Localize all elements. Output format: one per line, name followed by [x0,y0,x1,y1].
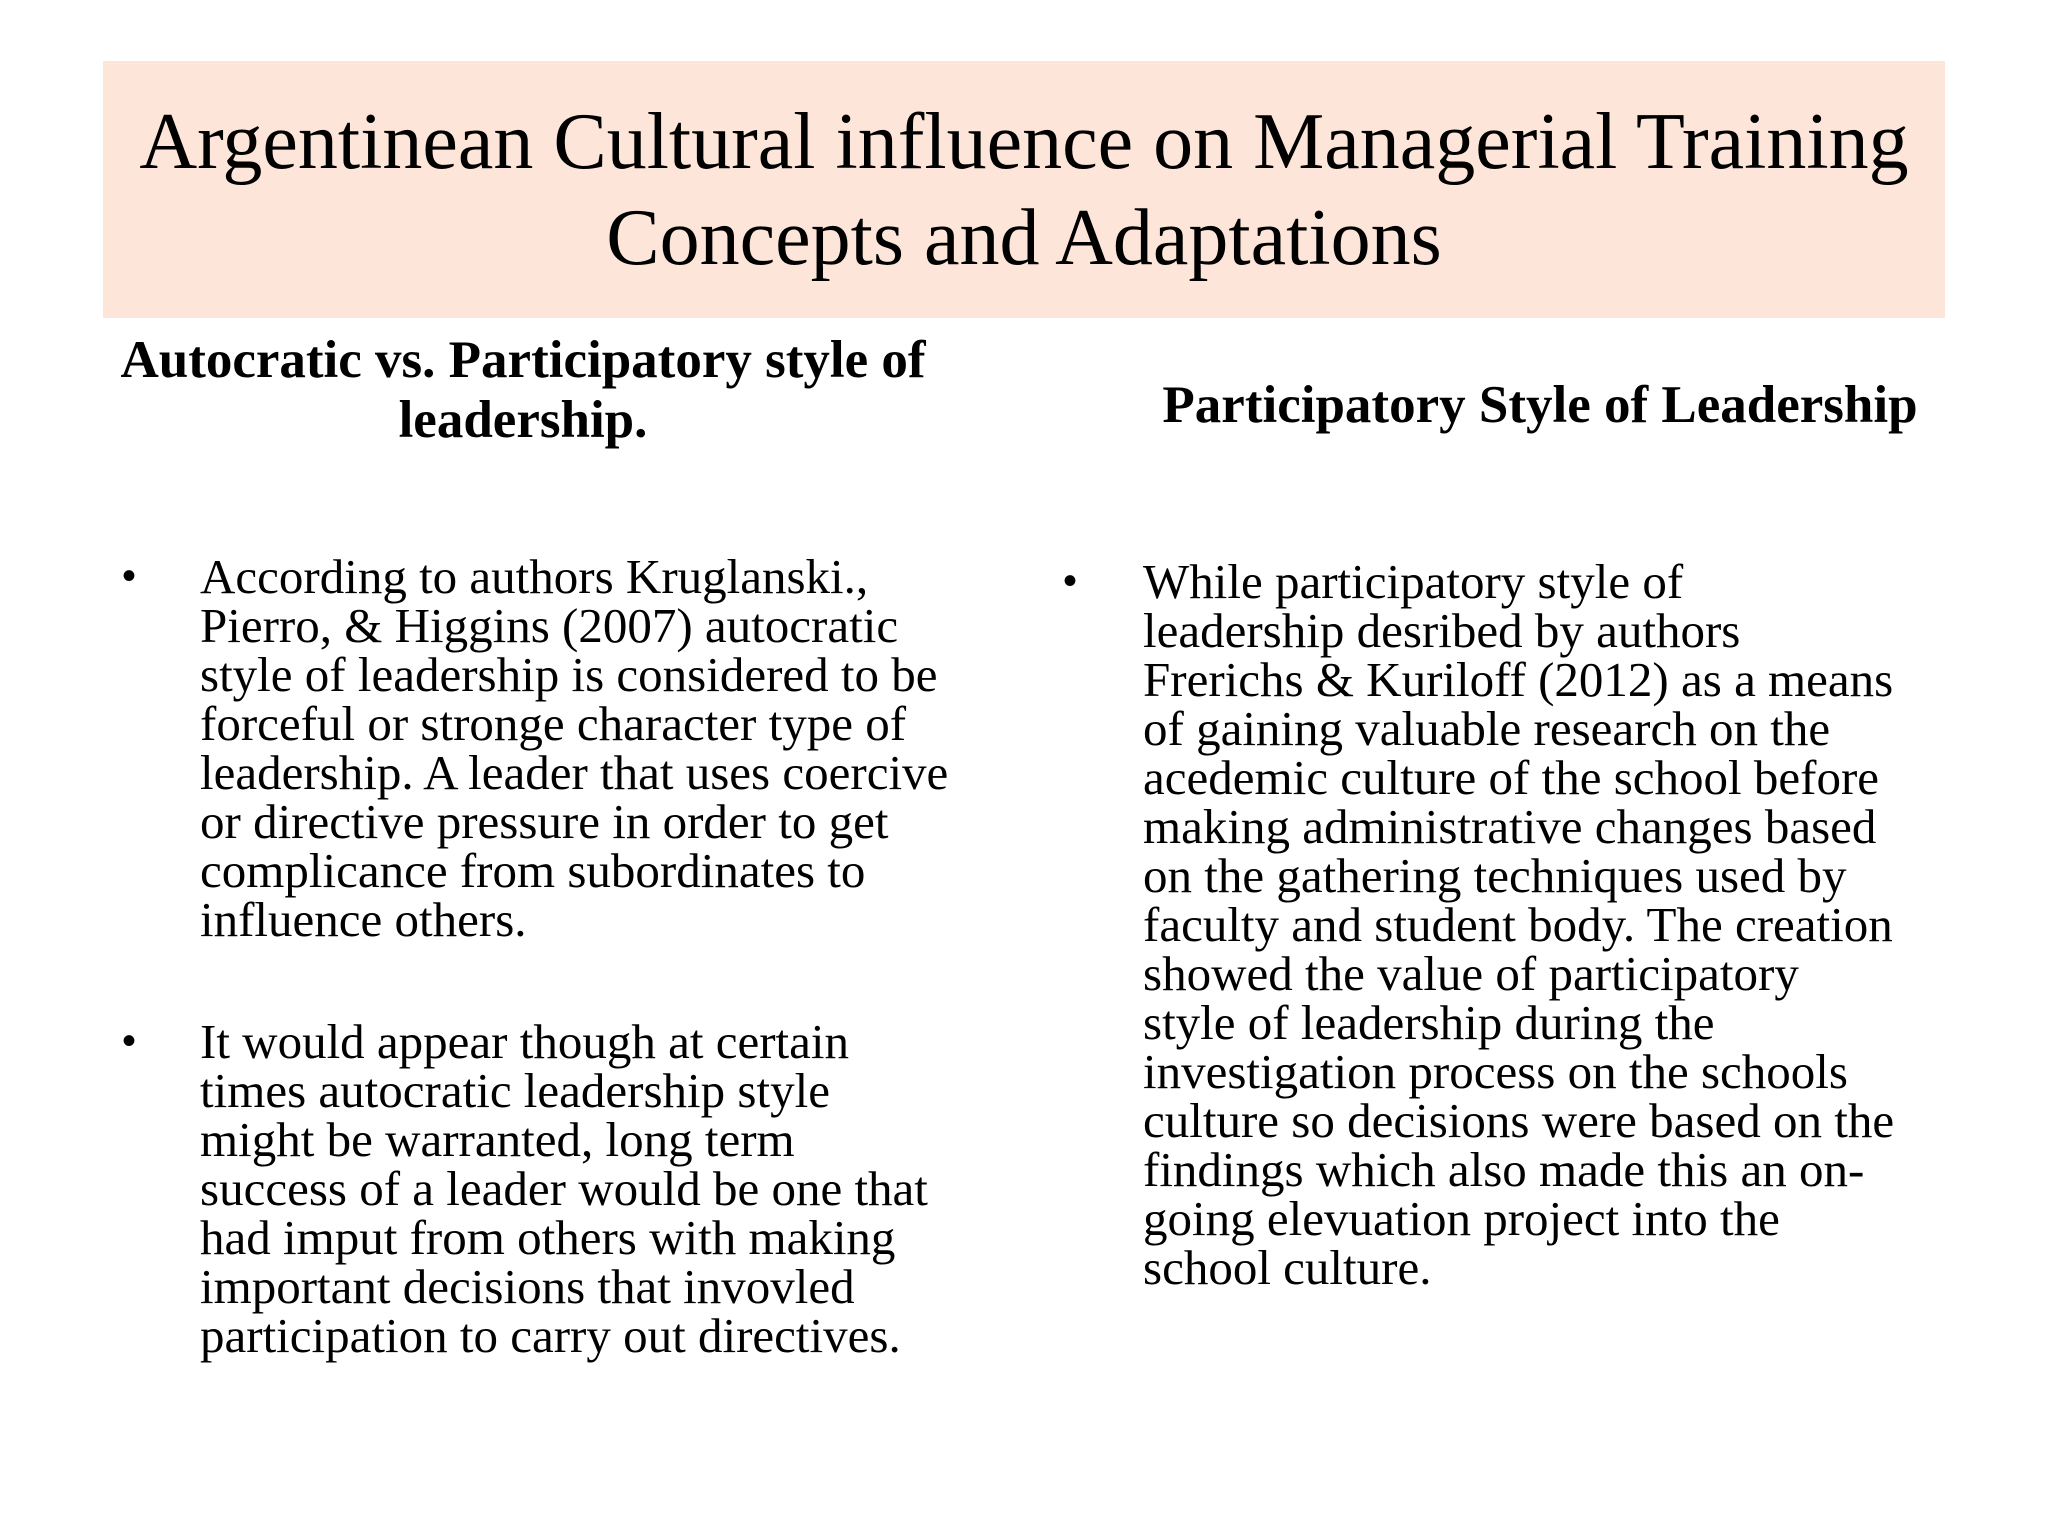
text-line: participation to carry out directives. [200,1308,901,1363]
text-line: or directive pressure in order to get [200,794,889,849]
text-line: style of leadership is considered to be [200,647,938,702]
text-line: school culture. [1143,1240,1432,1295]
text-line: It would appear though at certain [200,1014,850,1069]
text-line: going elevuation project into the [1143,1191,1780,1246]
text-line: important decisions that invovled [200,1259,855,1314]
left-heading-line-1: Autocratic vs. Participatory style of [120,331,926,389]
text-line: Frerichs & Kuriloff (2012) as a means [1143,652,1894,707]
text-line: complicance from subordinates to [200,843,866,898]
text-line: making administrative changes based [1143,799,1877,854]
slide-title-band [103,61,1945,318]
text-line: investigation process on the schools [1143,1044,1848,1099]
text-line: of gaining valuable research on the [1143,701,1831,756]
left-heading-line-2: leadership. [398,391,648,449]
text-line: While participatory style of [1143,554,1684,609]
left-bullet-text-2 [200,1014,928,1363]
bullet-icon: • [122,1019,137,1063]
text-line: acedemic culture of the school before [1143,750,1880,805]
right-bullet-text-1 [1143,554,1895,1295]
text-line: might be warranted, long term [200,1112,795,1167]
text-line: showed the value of participatory [1143,946,1799,1001]
text-line: According to authors Kruglanski., [200,549,869,604]
text-line: success of a leader would be one that [200,1161,928,1216]
text-line: style of leadership during the [1143,995,1715,1050]
bullet-icon: • [1063,559,1078,603]
text-line: forceful or stronge character type of [200,696,907,751]
text-line: faculty and student body. The creation [1143,897,1893,952]
text-line: findings which also made this an on- [1143,1142,1865,1197]
text-line: Pierro, & Higgins (2007) autocratic [200,598,899,653]
text-line: culture so decisions were based on the [1143,1093,1895,1148]
right-column-heading: Participatory Style of Leadership [1162,376,1918,434]
text-line: on the gathering techniques used by [1143,848,1847,903]
text-line: influence others. [200,892,527,947]
slide-title-line-1: Argentinean Cultural influence on Managerial Training [139,97,1909,186]
bullet-icon: • [122,554,137,598]
text-line: times autocratic leadership style [200,1063,830,1118]
left-bullet-text-1 [200,549,949,947]
text-line: had imput from others with making [200,1210,896,1265]
left-column-heading [60,330,986,450]
slide-title-line-2: Concepts and Adaptations [606,193,1442,282]
text-line: leadership desribed by authors [1143,603,1741,658]
text-line: leadership. A leader that uses coercive [200,745,949,800]
